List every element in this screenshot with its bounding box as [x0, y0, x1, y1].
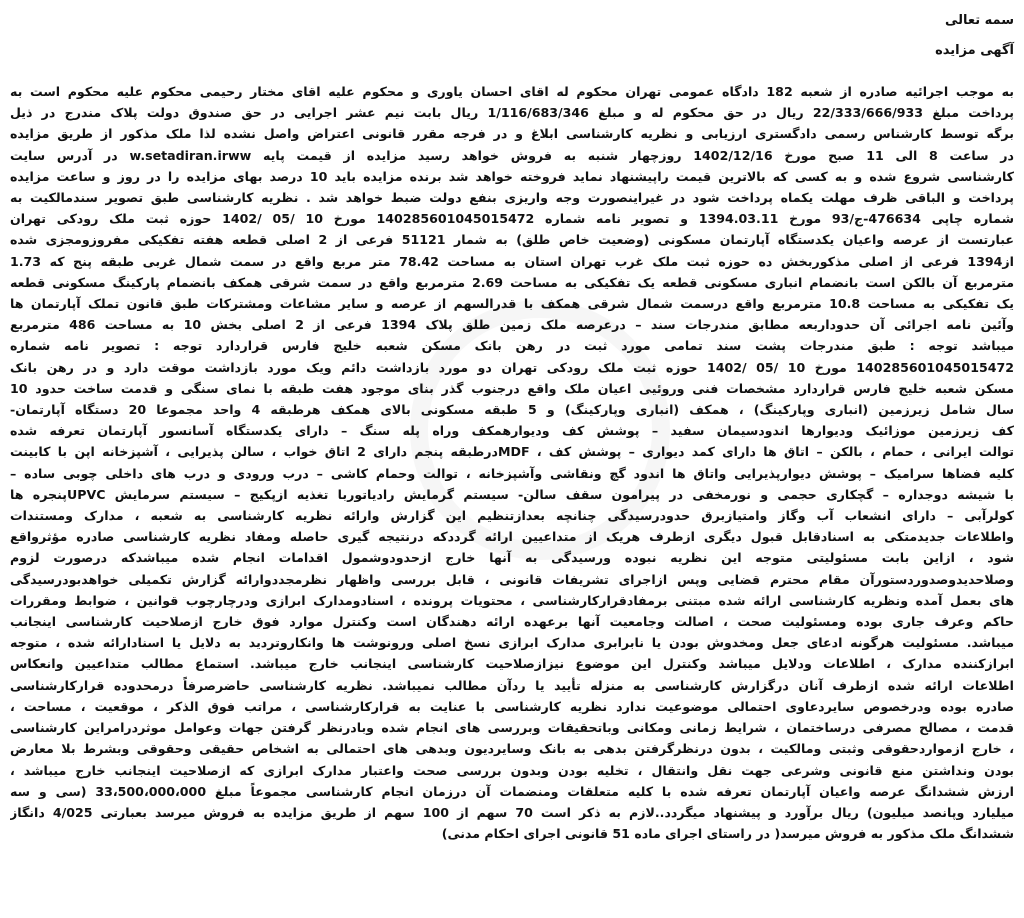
body-line: وصلاحدیدوصدوردستورآن مقام محترم قضایی وپس ازاجرای تشریفات قانونی ، قابل بررسی واظهار نظرمجددوارائه گزارش تکمیلی خواهدبودرسیدگی	[10, 571, 1014, 587]
body-line: به موجب اجرائیه صادره از شعبه 182 دادگاه عمومی تهران محکوم له اقای احسان یاوری و محکوم علیه اقای مختار رحیمی محکوم علیه محکوم است به	[10, 84, 1014, 99]
body-line: کف زیرزمین موزائیک ودیوارها اندودسیمان سفید – پوشش کف ودیوارهمکف وراه پله سنگ – دارای یکدستگاه آسانسور آپارتمان تعرفه شده	[10, 423, 1014, 439]
body-line: توالت ایرانی ، حمام ، بالکن – اتاق ها دارای کمد دیواری – پوشش کف ، MDFدرطبقه پنجم دارای 2 اتاق خواب ، سالن پذیرایی ، آشپزخانه اپن با کابینت	[10, 444, 1014, 460]
body-line: 140285601045015472 مورخ 10 /05 /1402 حوزه ثبت ملک رودکی تهران دو مورد بازداشت دائم ویک مورد بازداشت موقت دارد و در رهن بانک	[10, 359, 1014, 375]
body-line: شود ، ازاین بابت مسئولیتی متوجه این نظریه نبوده ورسیدگی به آنها خارج ازحدودوشمول اقدامات انجام شده میباشدکه درصورت لزوم	[10, 550, 1014, 566]
body-line: میباشد توجه : طبق مندرجات پشت سند تمامی مورد ثبت در رهن بانک مسکن شعبه خلیج فارس قراردارد توجه : تصویر نامه شماره	[10, 338, 1014, 354]
body-line: واطلاعات جدیدمتکی به اسنادقابل قبول دیگری ازطرف هریک از متداعیین ارائه گرددکه درنتیجه گیری حاصله ومفاد نظریه کارشناسی صادره مؤثرواقع	[10, 529, 1014, 545]
body-line: از1394 فرعی از اصلی مذکوربخش ده حوزه ثبت ملک غرب تهران استان به مساحت 78.42 متر مربع واقع در سمت شمال غربی طبقه پنج که 1.73	[10, 253, 1014, 269]
body-line: میلیارد وپانصد میلیون) ریال برآورد و پیشنهاد میگردد..لازم به ذکر است 70 سهم از 100 سهم از طریق مزایده به فروش میرسد بعبارتی 4/025 دانگاز	[10, 804, 1014, 820]
body-line: کلیه فضاها سرامیک – پوشش دیوارپذیرایی واتاق ها اندود گچ ونقاشی وآشپزخانه ، توالت وحمام کاشی – درب ورودی و درب های داخلی چوبی ساده –	[10, 465, 1014, 481]
body-line: مترمربع آن بالکن است بانضمام انباری مسکونی قطعه یک تفکیکی به مساحت 2.69 مترمربع واقع در سمت شرقی همکف بانضمام پارکینگ مسکونی قطعه	[10, 274, 1014, 290]
document-title: آگهی مزایده	[935, 43, 1014, 58]
document-heading: سمه تعالی	[944, 13, 1014, 28]
body-line: اطلاعات ارائه شده ازطرف آنان درگزارش کارشناسی به منزله تأیید یا ردآن مطالب نمیباشد. نظریه کارشناسی حاضرصرفاً درمحدوده قرارکارشناسی	[10, 677, 1014, 693]
body-line: در ساعت 8 الی 11 صبح مورخ 1402/12/16 روزچهار شنبه به فروش خواهد رسید مزایده از قیمت پایه w.setadiran.irww در آدرس سایت	[10, 147, 1014, 163]
body-line: های بعمل آمده ونظریه کارشناسی ارائه شده مبتنی برمفادقرارکارشناسی ، محتویات پرونده ، اسنادومدارک ابرازی ودرچارچوب قوانین ، ضوابط ومقررات	[10, 592, 1014, 608]
body-line: ابرازکننده مدارک ، اطلاعات ودلایل میباشد وکنترل این موضوع نیزازصلاحیت کارشناسی اینجانب خارج میباشد. استماع مطالب متداعیین وانعکاس	[10, 656, 1014, 672]
body-line: ششدانگ ملک مذکور به فروش میرسد( در راستای اجرای ماده 51 قانونی اجرای احکام مدنی)	[441, 826, 1014, 842]
body-line: عبارتست از عرصه واعیان یکدستگاه آپارتمان مسکونی (وضعیت خاص طلق) به شمار 51121 فرعی از 2 اصلی قطعه هفته تفکیکی مفروزومجزی شده	[10, 232, 1014, 248]
auction-notice-document	[10, 6, 1014, 914]
body-line: ، خارج ازمواردحقوقی وثبتی ومالکیت ، بدون درنظرگرفتن بدهی به بانک وسایردیون وبدهی های احتمالی به اشخاص حقیقی وحقوقی وبشرط بلا معارض	[10, 741, 1014, 757]
body-line: وآئین نامه اجرائی آن حدوداربعه مطابق مندرجات سند – درعرصه ملک زمین طلق پلاک 1394 فرعی از 2 اصلی بخش 10 به مساحت 486 مترمربع	[10, 317, 1014, 333]
body-line: کارشناسی شروع شده و به کسی که بالاترین قیمت راپیشنهاد نماید فروخته خواهد شد برنده مزایده باید 10 درصد بهای مزایده را در روز و ساعت مزایده	[10, 168, 1014, 184]
body-line: پرداخت مبلغ 22/333/666/933 ریال در حق محکوم له و مبلغ 1/116/683/346 ریال بابت نیم عشر اجرایی در حق صندوق دولت پلاک مندرج در ذیل	[10, 105, 1014, 121]
body-line: سال شامل زیرزمین (انباری وپارکینگ) ، همکف (انباری وپارکینگ) و 5 طبقه مسکونی بالای همکف هرطبقه 4 واحد مجموعا 20 دستگاه آپارتمان-	[10, 402, 1014, 418]
body-line: برگه توسط کارشناس رسمی دادگستری ارزیابی و نظریه کارشناسی ابلاغ و در فرجه مقرر قانونی اعتراض واصل نشده لذا ملک مذکور از طریق مزایده	[10, 126, 1014, 142]
body-line: صادره بوده ودرخصوص سایردعاوی احتمالی موضوعیت ندارد نظریه کارشناسی با عنایت به قرارکارشناسی ، مراتب فوق الذکر ، موقعیت ، مساحت ،	[10, 698, 1014, 714]
body-line: ارزش ششدانگ عرصه واعیان آپارتمان تعرفه شده با کلیه متعلقات ومنضمات آن درزمان انجام کارشناسی مجموعاً مبلغ 33،500،000،000 (سی و سه	[10, 783, 1014, 799]
body-line: کولرآبی – دارای انشعاب آب وگاز وامتیازبرق حدودرسیدگی چنانچه بعدازتنظیم این گزارش وارائه نظریه کارشناسی به شعبه ، مدارک ومستندات	[10, 508, 1014, 524]
body-line: میباشد. مسئولیت هرگونه ادعای جعل ومخدوش بودن یا نابرابری مدارک ابرازی نسخ اصلی ورونوشت ها وانکاروتردید به دلایل یا اسنادارائه شده ، متوجه	[10, 635, 1014, 651]
body-line: یک تفکیکی به مساحت 10.8 مترمربع واقع درسمت شمال شرقی همکف با قدرالسهم از عرصه و سایر مشاعات ومشترکات طبق قانون تملک آپارتمان ها	[10, 296, 1014, 312]
document-body	[10, 81, 1014, 844]
body-line: بودن ونداشتن منع قانونی وشرعی جهت نقل وانتقال ، تخلیه بودن وبدون بررسی صحت واعتبار مدارک ابرازی که ازصلاحیت اینجانب خارج میباشد ،	[10, 762, 1014, 778]
body-line: مسکن شعبه خلیج فارس قراردارد مشخصات فنی وروئیی اعیان ملک واقع درجنوب گذر بنای موجود هفت طبقه با نمای سنگی و قدمت ساخت حدود 10	[10, 380, 1014, 396]
body-line: حاکم وعرف جاری بوده ومسئولیت صحت ، اصالت وجامعیت آنها برعهده ارائه دهندگان است وکنترل موارد فوق خارج ازصلاحیت کارشناسی اینجانب	[10, 614, 1014, 630]
body-line: پرداخت و الباقی ظرف مهلت یکماه پرداخت شود در غیراینصورت وجه واریزی بنفع دولت ضبط خواهد شد . نظریه کارشناسی طبق تصویر سندمالکیت به	[10, 190, 1014, 206]
body-line: قدمت ، مصالح مصرفی درساختمان ، شرایط زمانی ومکانی وباتحقیقات وبررسی های انجام شده وبادرنظر گرفتن جهات وعوامل موثردرامراین کارشناسی	[10, 720, 1014, 736]
body-line: شماره چاپی 476634-ج/93 مورخ 1394.03.11 و تصویر نامه شماره 140285601045015472 مورخ 10 /05 /1402 حوزه ثبت ملک رودکی تهران	[10, 211, 1014, 227]
body-line: با شیشه دوجداره – گچکاری حجمی و نورمخفی در پیرامون سقف سالن- سیستم گرمایش رادیاتوربا تغذیه ازپکیج – سیستم سرمایش UPVCپنجره ها	[10, 486, 1014, 502]
